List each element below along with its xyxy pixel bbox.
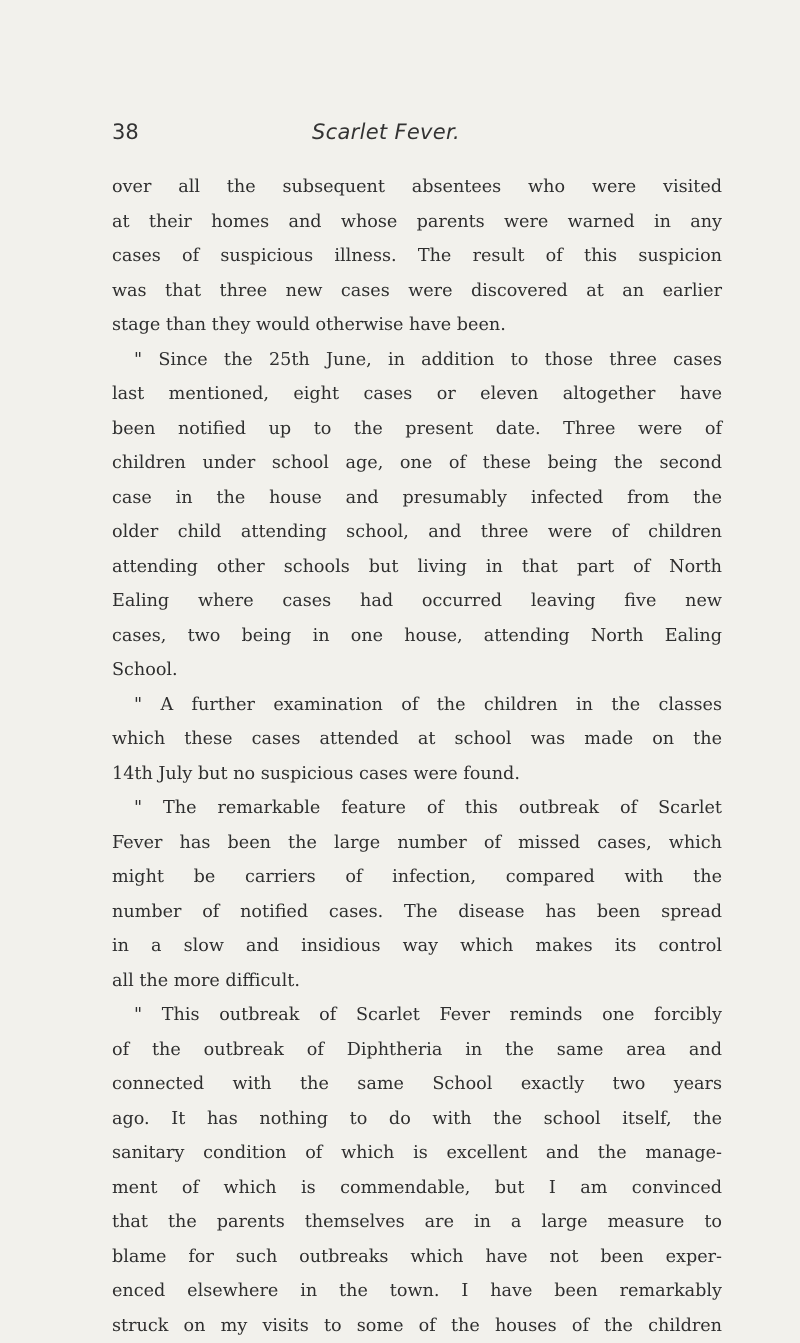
text-line: 14th July but no suspicious cases were found. <box>112 757 722 792</box>
text-line: " Since the 25th June, in addition to those three cases <box>112 343 722 378</box>
text-line: connected with the same School exactly two years <box>112 1067 722 1102</box>
text-line: at their homes and whose parents were warned in any <box>112 205 722 240</box>
text-line: number of notified cases. The disease has been spread <box>112 895 722 930</box>
text-line: which these cases attended at school was made on the <box>112 722 722 757</box>
text-line: of the outbreak of Diphtheria in the same area and <box>112 1033 722 1068</box>
text-line: blame for such outbreaks which have not been exper- <box>112 1240 722 1275</box>
page-number: 38 <box>112 120 139 144</box>
text-line: older child attending school, and three were of children <box>112 515 722 550</box>
text-line: enced elsewhere in the town. I have been remarkably <box>112 1274 722 1309</box>
text-line: cases, two being in one house, attending North Ealing <box>112 619 722 654</box>
text-line: attending other schools but living in that part of North <box>112 550 722 585</box>
text-line: cases of suspicious illness. The result of this suspicion <box>112 239 722 274</box>
text-line: ment of which is commendable, but I am convinced <box>112 1171 722 1206</box>
text-line: sanitary condition of which is excellent and the manage- <box>112 1136 722 1171</box>
text-line: all the more difficult. <box>112 964 722 999</box>
body-text <box>112 170 722 1343</box>
text-line: stage than they would otherwise have been. <box>112 308 722 343</box>
page-header <box>112 120 712 150</box>
text-line: School. <box>112 653 722 688</box>
text-line: last mentioned, eight cases or eleven altogether have <box>112 377 722 412</box>
text-line: ago. It has nothing to do with the school itself, the <box>112 1102 722 1137</box>
text-line: " A further examination of the children in the classes <box>112 688 722 723</box>
text-line: Ealing where cases had occurred leaving five new <box>112 584 722 619</box>
text-line: in a slow and insidious way which makes its control <box>112 929 722 964</box>
running-title: Scarlet Fever. <box>312 120 460 144</box>
text-line: that the parents themselves are in a large measure to <box>112 1205 722 1240</box>
text-line: " This outbreak of Scarlet Fever reminds one forcibly <box>112 998 722 1033</box>
text-line: case in the house and presumably infected from the <box>112 481 722 516</box>
text-line: over all the subsequent absentees who were visited <box>112 170 722 205</box>
text-line: " The remarkable feature of this outbreak of Scarlet <box>112 791 722 826</box>
text-line: been notified up to the present date. Three were of <box>112 412 722 447</box>
text-line: Fever has been the large number of missed cases, which <box>112 826 722 861</box>
text-line: might be carriers of infection, compared with the <box>112 860 722 895</box>
text-line: was that three new cases were discovered at an earlier <box>112 274 722 309</box>
text-line: children under school age, one of these being the second <box>112 446 722 481</box>
text-line: struck on my visits to some of the houses of the children <box>112 1309 722 1343</box>
